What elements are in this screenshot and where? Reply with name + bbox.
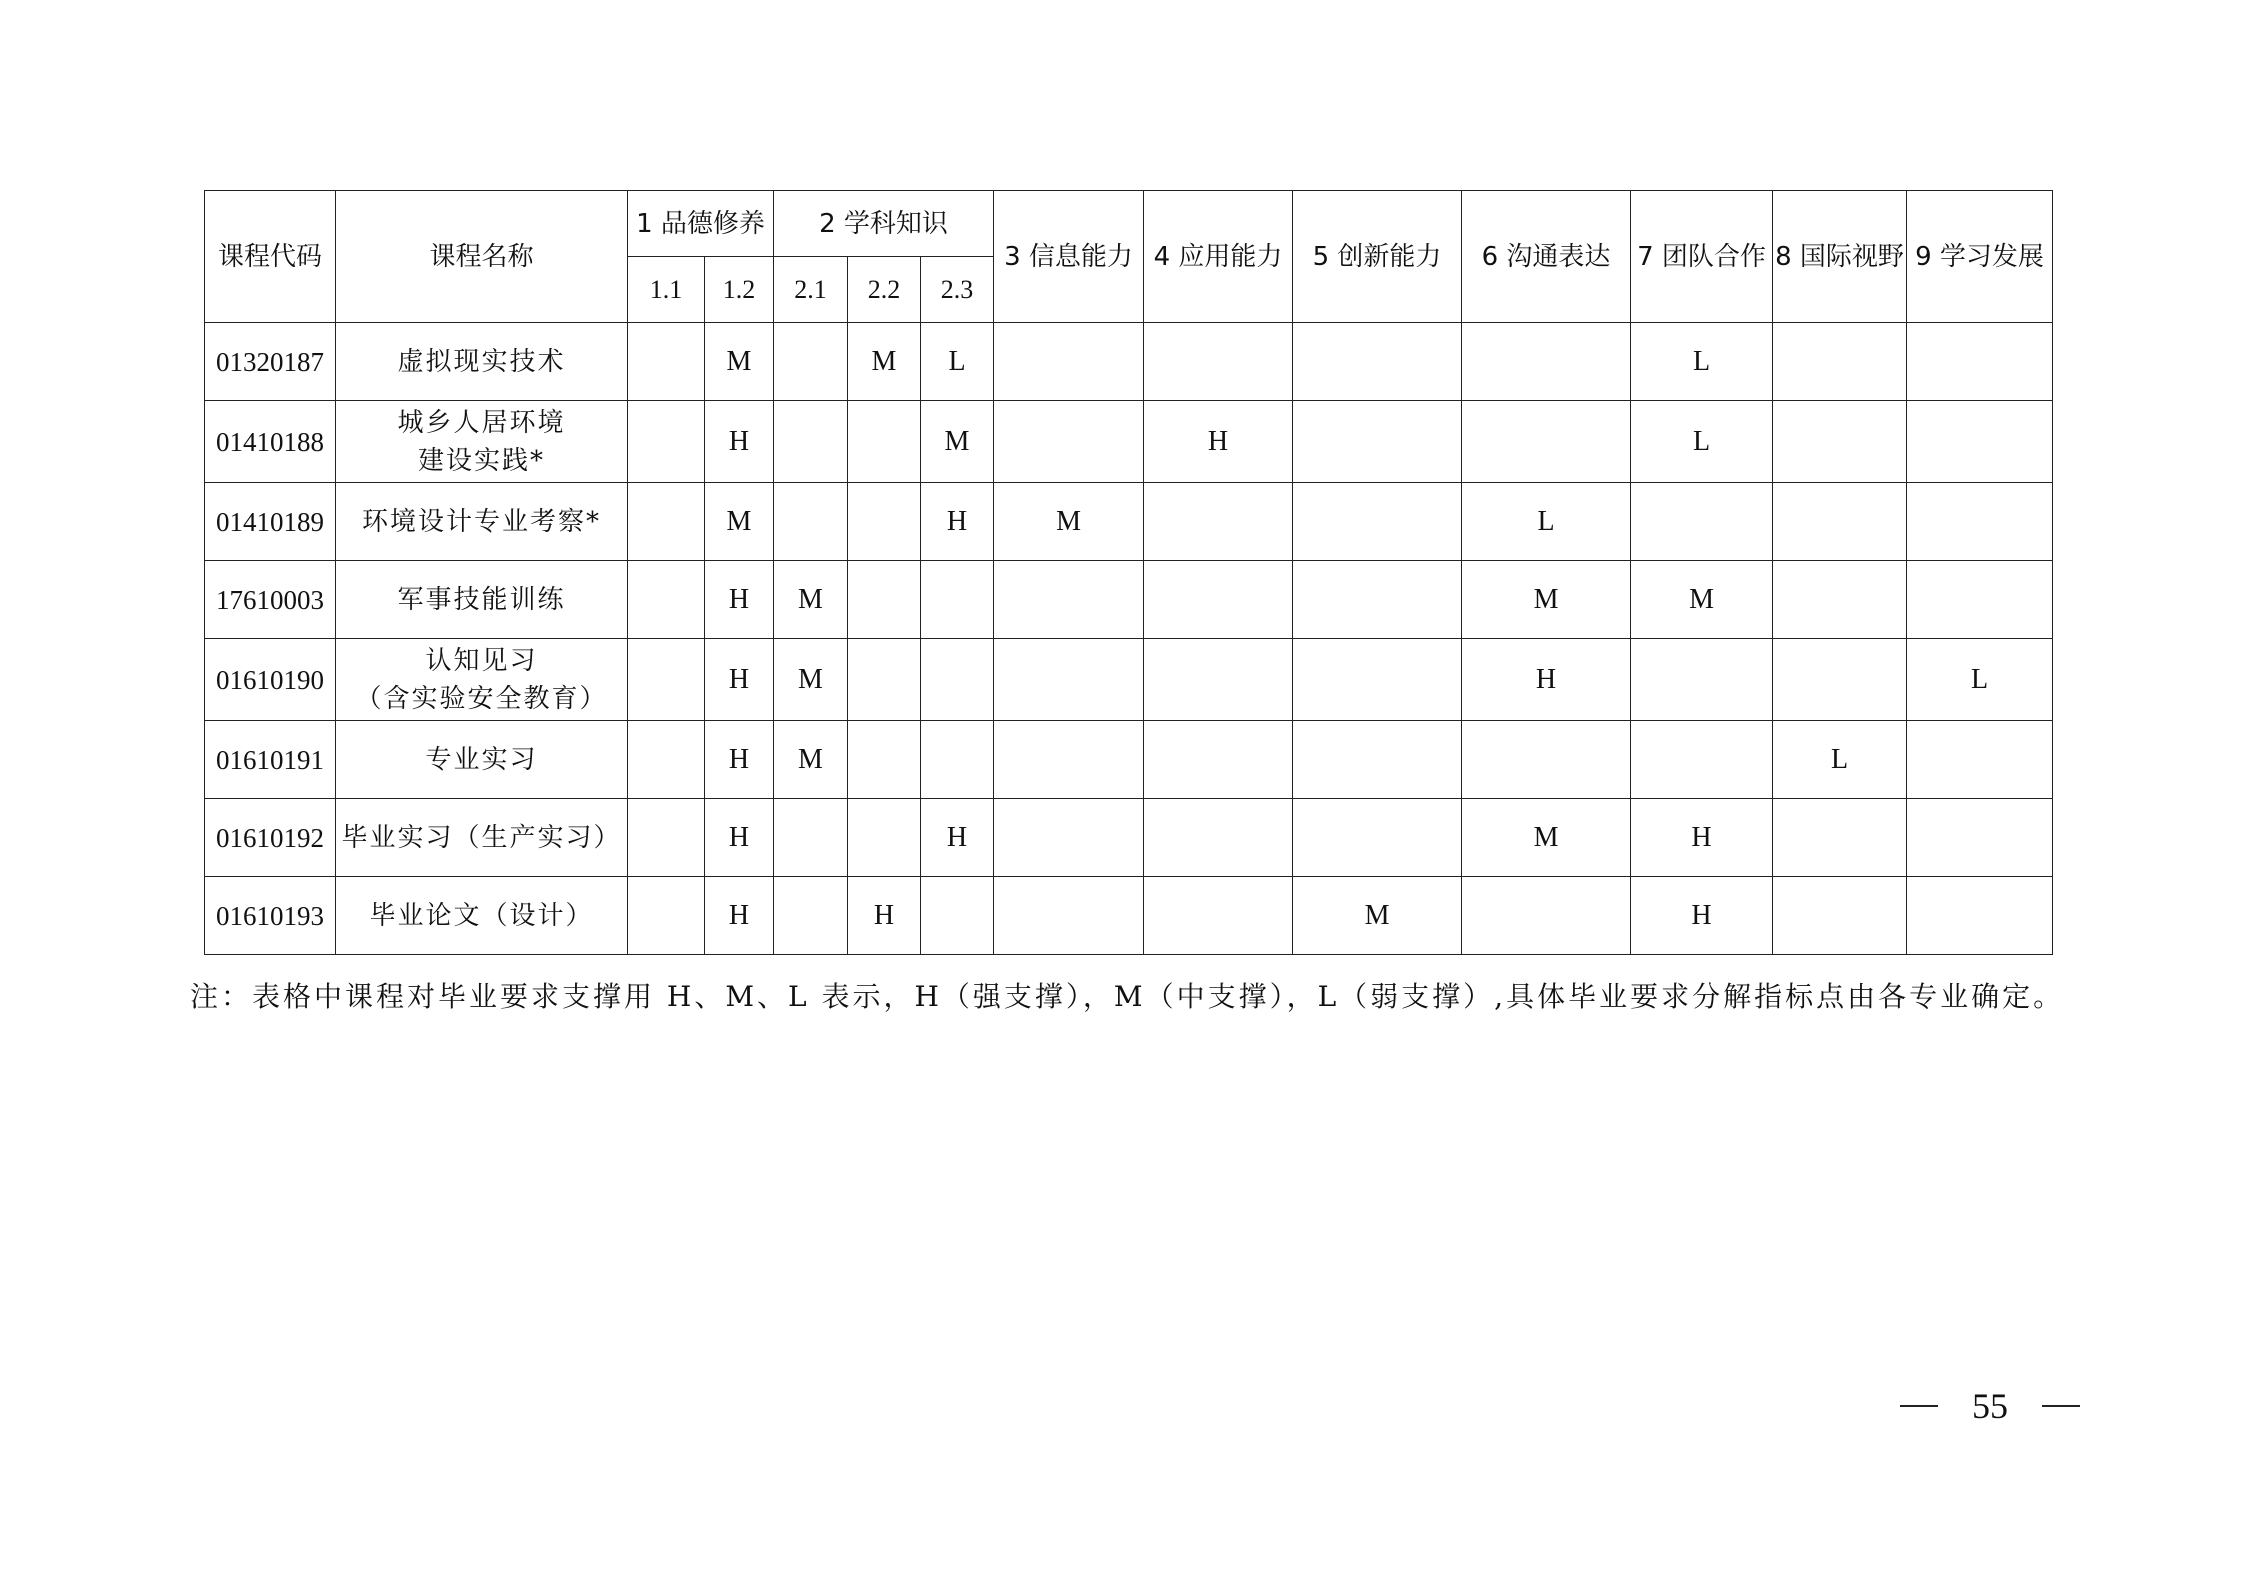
support-level-cell <box>1462 323 1631 401</box>
table-footnote: 注：表格中课程对毕业要求支撑用 H、M、L 表示，H（强支撑），M（中支撑），L（弱支撑）,具体毕业要求分解指标点由各专业确定。 <box>190 980 2065 1013</box>
support-level-cell: M <box>774 561 848 639</box>
support-level-cell <box>994 721 1144 799</box>
support-level-cell <box>1293 323 1462 401</box>
support-level-cell <box>1144 561 1293 639</box>
course-name-line: 毕业论文（设计） <box>369 900 594 931</box>
page-number-dash-left <box>1900 1405 1938 1407</box>
support-level-cell <box>994 561 1144 639</box>
table-row <box>205 323 2053 401</box>
course-code-cell: 01610191 <box>205 721 336 799</box>
support-level-cell: H <box>705 799 774 877</box>
header-col-9: 9 学习发展 <box>1907 191 2053 323</box>
support-level-cell: H <box>705 877 774 955</box>
table-row <box>205 721 2053 799</box>
support-level-cell <box>628 721 705 799</box>
support-level-cell: M <box>774 639 848 721</box>
course-name-cell <box>336 877 628 955</box>
support-level-cell <box>1907 401 2053 483</box>
support-level-cell: L <box>1631 323 1773 401</box>
subheader-2-1: 2.1 <box>774 257 848 323</box>
support-level-cell <box>1462 877 1631 955</box>
support-level-cell <box>1907 799 2053 877</box>
support-level-cell <box>1631 483 1773 561</box>
page-number-dash-right <box>2042 1405 2080 1407</box>
subheader-2-2: 2.2 <box>848 257 921 323</box>
support-level-cell <box>628 323 705 401</box>
support-level-cell <box>921 561 994 639</box>
support-level-cell <box>628 639 705 721</box>
support-level-cell <box>921 877 994 955</box>
header-col-8: 8 国际视野 <box>1773 191 1907 323</box>
support-level-cell <box>1144 721 1293 799</box>
support-level-cell: M <box>848 323 921 401</box>
course-name-line: 城乡人居环境 <box>397 407 566 438</box>
support-level-cell <box>1907 483 2053 561</box>
header-col-4: 4 应用能力 <box>1144 191 1293 323</box>
support-level-cell <box>774 323 848 401</box>
support-level-cell: H <box>705 639 774 721</box>
page-number-value: 55 <box>1972 1386 2008 1426</box>
support-level-cell: L <box>1773 721 1907 799</box>
course-name-cell <box>336 639 628 721</box>
support-level-cell <box>628 877 705 955</box>
course-name-cell <box>336 721 628 799</box>
support-level-cell: M <box>1631 561 1773 639</box>
support-level-cell <box>1773 323 1907 401</box>
support-level-cell: L <box>1907 639 2053 721</box>
course-code-cell: 01610193 <box>205 877 336 955</box>
header-group-2: 2 学科知识 <box>774 191 994 257</box>
support-level-cell: L <box>1631 401 1773 483</box>
table-row <box>205 877 2053 955</box>
page-number <box>1900 1385 2080 1427</box>
support-level-cell: H <box>1631 877 1773 955</box>
support-level-cell <box>994 877 1144 955</box>
support-level-cell <box>1773 639 1907 721</box>
support-level-cell: H <box>921 799 994 877</box>
support-level-cell <box>1773 483 1907 561</box>
support-level-cell <box>994 401 1144 483</box>
support-level-cell <box>628 561 705 639</box>
course-name-cell <box>336 401 628 483</box>
table-row <box>205 483 2053 561</box>
support-level-cell: M <box>1462 799 1631 877</box>
course-name-line: 专业实习 <box>425 744 538 775</box>
course-name-line: 军事技能训练 <box>397 584 566 615</box>
course-code-cell: 01610190 <box>205 639 336 721</box>
course-code-cell: 01410188 <box>205 401 336 483</box>
course-name-line: 认知见习 <box>425 645 538 676</box>
table-body <box>205 323 2053 955</box>
support-level-cell: M <box>994 483 1144 561</box>
support-level-cell: M <box>1293 877 1462 955</box>
subheader-1-2: 1.2 <box>705 257 774 323</box>
header-course-code: 课程代码 <box>205 191 336 323</box>
support-matrix-table <box>204 190 2053 955</box>
support-level-cell <box>1293 561 1462 639</box>
support-level-cell: M <box>921 401 994 483</box>
course-code-cell: 17610003 <box>205 561 336 639</box>
support-level-cell <box>994 639 1144 721</box>
table-row <box>205 799 2053 877</box>
table-row <box>205 561 2053 639</box>
support-level-cell <box>921 721 994 799</box>
support-level-cell: H <box>1631 799 1773 877</box>
course-name-cell <box>336 483 628 561</box>
support-level-cell <box>1293 401 1462 483</box>
course-code-cell: 01410189 <box>205 483 336 561</box>
support-level-cell <box>1773 401 1907 483</box>
subheader-2-3: 2.3 <box>921 257 994 323</box>
support-level-cell <box>1907 323 2053 401</box>
table-row <box>205 401 2053 483</box>
support-level-cell <box>774 877 848 955</box>
support-level-cell <box>774 401 848 483</box>
support-level-cell: H <box>705 561 774 639</box>
course-code-cell: 01610192 <box>205 799 336 877</box>
course-name-cell <box>336 561 628 639</box>
support-level-cell: L <box>1462 483 1631 561</box>
support-level-cell: M <box>705 323 774 401</box>
support-level-cell <box>774 799 848 877</box>
support-level-cell <box>1293 639 1462 721</box>
support-level-cell <box>1907 561 2053 639</box>
support-level-cell <box>1773 877 1907 955</box>
support-level-cell: H <box>705 401 774 483</box>
support-level-cell <box>848 483 921 561</box>
support-level-cell: H <box>705 721 774 799</box>
support-level-cell <box>1144 799 1293 877</box>
course-name-line: 环境设计专业考察* <box>361 506 601 537</box>
course-name-line: （含实验安全教育） <box>355 683 608 714</box>
support-level-cell: M <box>774 721 848 799</box>
support-level-cell <box>994 323 1144 401</box>
support-level-cell <box>1773 799 1907 877</box>
support-level-cell <box>1462 721 1631 799</box>
support-level-cell <box>1293 483 1462 561</box>
course-name-line: 建设实践* <box>417 445 545 476</box>
course-name-cell <box>336 323 628 401</box>
subheader-1-1: 1.1 <box>628 257 705 323</box>
support-level-cell: M <box>705 483 774 561</box>
support-level-cell <box>1907 877 2053 955</box>
support-level-cell <box>848 401 921 483</box>
support-level-cell <box>1144 639 1293 721</box>
course-name-line: 毕业实习（生产实习） <box>341 822 622 853</box>
support-level-cell <box>1631 639 1773 721</box>
header-group-1: 1 品德修养 <box>628 191 774 257</box>
course-name-line: 虚拟现实技术 <box>397 346 566 377</box>
support-level-cell <box>1462 401 1631 483</box>
header-col-3: 3 信息能力 <box>994 191 1144 323</box>
header-course-name: 课程名称 <box>336 191 628 323</box>
support-level-cell <box>628 401 705 483</box>
support-level-cell <box>1293 721 1462 799</box>
support-level-cell <box>848 799 921 877</box>
support-level-cell <box>628 799 705 877</box>
course-code-cell: 01320187 <box>205 323 336 401</box>
support-level-cell <box>848 561 921 639</box>
support-level-cell: H <box>1144 401 1293 483</box>
support-level-cell: H <box>848 877 921 955</box>
support-level-cell <box>848 721 921 799</box>
header-col-5: 5 创新能力 <box>1293 191 1462 323</box>
support-level-cell <box>1144 877 1293 955</box>
support-level-cell <box>1907 721 2053 799</box>
support-level-cell <box>1773 561 1907 639</box>
support-level-cell: L <box>921 323 994 401</box>
support-level-cell <box>848 639 921 721</box>
support-level-cell <box>628 483 705 561</box>
support-level-cell: H <box>921 483 994 561</box>
support-level-cell <box>1144 483 1293 561</box>
support-level-cell <box>921 639 994 721</box>
header-col-6: 6 沟通表达 <box>1462 191 1631 323</box>
support-level-cell <box>994 799 1144 877</box>
support-level-cell <box>1144 323 1293 401</box>
support-level-cell: M <box>1462 561 1631 639</box>
support-level-cell <box>1631 721 1773 799</box>
header-col-7: 7 团队合作 <box>1631 191 1773 323</box>
support-level-cell <box>774 483 848 561</box>
support-level-cell <box>1293 799 1462 877</box>
support-level-cell: H <box>1462 639 1631 721</box>
course-name-cell <box>336 799 628 877</box>
table-row <box>205 639 2053 721</box>
